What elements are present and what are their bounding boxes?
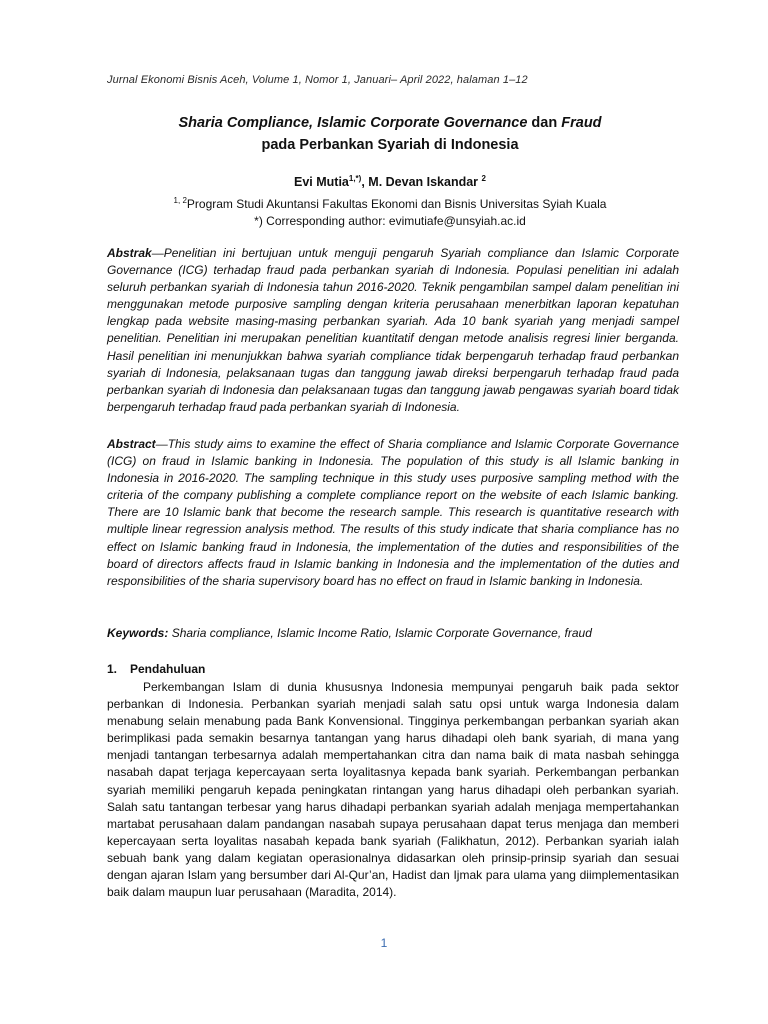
- section-number: 1.: [107, 662, 118, 676]
- journal-header: Jurnal Ekonomi Bisnis Aceh, Volume 1, Nomor 1, Januari– April 2022, halaman 1–12: [107, 74, 528, 86]
- abstract-indonesian: [107, 245, 679, 416]
- affiliation-line: [100, 192, 680, 213]
- affiliation-text: Program Studi Akuntansi Fakultas Ekonomi dan Bisnis Universitas Syiah Kuala: [186, 197, 607, 211]
- affiliation: [100, 192, 680, 230]
- section-heading: [107, 662, 679, 676]
- title-line-2: pada Perbankan Syariah di Indonesia: [261, 137, 519, 153]
- abstract-english: [107, 436, 679, 590]
- author-1: Evi Mutia: [294, 175, 349, 190]
- title-line-1: [100, 112, 680, 134]
- keywords: [107, 626, 679, 640]
- abstract-en-text: —This study aims to examine the effect of Sharia compliance and Islamic Corporate Governance (ICG) on fraud in Islamic banking in Indonesia. The population of this study is all Islamic banking in Indonesia in 2016-2020. The sampling technique in this study uses purposive sampling method with the criteria of the company publishing a complete compliance report on the website of each Islamic banking. There are 10 Islamic bank that become the research sample. This research is quantitative research with multiple linear regression analysis method. The results of this study indicate that sharia compliance has no effect on Islamic banking fraud in Indonesia, the implementation of the duties and responsibilities of the board of directors affects fraud in Islamic banking in Indonesia and the implementation of the duties and responsibilities of the sharia supervisory board has no effect on fraud in Islamic banking in Indonesia.: [107, 437, 679, 588]
- page-number: 1: [380, 936, 388, 950]
- author-list: [100, 174, 680, 189]
- abstract-en-label: Abstract: [107, 437, 156, 451]
- title-part-1: Sharia Compliance, Islamic Corporate Governance: [178, 115, 528, 131]
- author-1-affil: 1,*): [348, 174, 362, 183]
- section-paragraph: Perkembangan Islam di dunia khususnya Indonesia mempunyai pengaruh baik pada sektor perbankan di Indonesia. Perbankan syariah menjadi salah satu opsi untuk warga Indonesia dalam menabung selain menabung pada Bank Konvensional. Tingginya perkembangan perbankan syariah akan berimplikasi pada semakin besarnya tantangan yang harus dihadapi oleh bank syariah, di mana yang menjadi tantangan terbesarnya adalah mempertahankan citra dan nama baik di mata nasbah sehingga nasabah dapat terjaga kepercayaan serta loyalitasnya kepada bank syariah. Perkembangan perbankan syariah memiliki pengaruh kepada peningkatan rintangan yang harus dihadapi oleh perbankan syariah. Salah satu tantangan terbesar yang harus dihadapi perbankan syariah adalah menjaga mempertahankan martabat perusahaan dalam pandangan nasabah supaya perusahaan dapat terus menjaga dan memberi kepercayaan serta loyalitas nasabah kepada bank syariah (Falikhatun, 2012). Perbankan syariah ialah sebuah bank yang dalam kegiatan operasionalnya didasarkan oleh prinsip-prinsip syariah dan sesuai dengan ajaran Islam yang bersumber dari Al-Qur’an, Hadist dan Ijmak para ulama yang diimplementasikan baik dalam maupun luar perusahaan (Maradita, 2014).: [107, 680, 679, 900]
- keywords-text: Sharia compliance, Islamic Income Ratio, Islamic Corporate Governance, fraud: [168, 626, 592, 640]
- abstract-id-text: —Penelitian ini bertujuan untuk menguji pengaruh Syariah compliance dan Islamic Corporate Governance (ICG) terhadap fraud pada perbankan syariah di Indonesia. Populasi penelitian ini adalah seluruh perbankan syariah di Indonesia tahun 2016-2020. Teknik pengambilan sampel dalam penelitian ini menggunakan metode purposive sampling dengan kriteria perusahaan menerbitkan laporan kepatuhan lengkap pada website masing-masing perbankan syariah. Ada 10 bank syariah yang menjadi sampel penelitian. Penelitian ini merupakan penelitian kuantitatif dengan metode analisis regresi linier berganda. Hasil penelitian ini menunjukkan bahwa syariah compliance tidak berpengaruh terhadap fraud perbankan syariah di Indonesia, pelaksanaan tugas dan tanggung jawab direksi berpengaruh terhadap fraud pada perbankan syariah di Indonesia dan pelaksanaan tugas dan tanggung jawab pengawas syariah board tidak berpengaruh terhadap fraud pada perbankan syariah di Indonesia.: [107, 246, 679, 414]
- affiliation-sup: 1, 2: [173, 196, 187, 205]
- title-part-3: Fraud: [561, 115, 602, 131]
- keywords-label: Keywords:: [107, 626, 169, 640]
- section-title-text: Pendahuluan: [130, 662, 206, 676]
- paper-title: [100, 112, 680, 156]
- title-part-2: dan: [527, 115, 562, 131]
- author-separator: ,: [361, 175, 369, 190]
- abstract-id-label: Abstrak: [107, 246, 152, 260]
- corresponding-author: *) Corresponding author: evimutiafe@unsyiah.ac.id: [254, 214, 526, 228]
- author-2: M. Devan Iskandar: [368, 175, 482, 190]
- author-2-affil: 2: [481, 174, 486, 183]
